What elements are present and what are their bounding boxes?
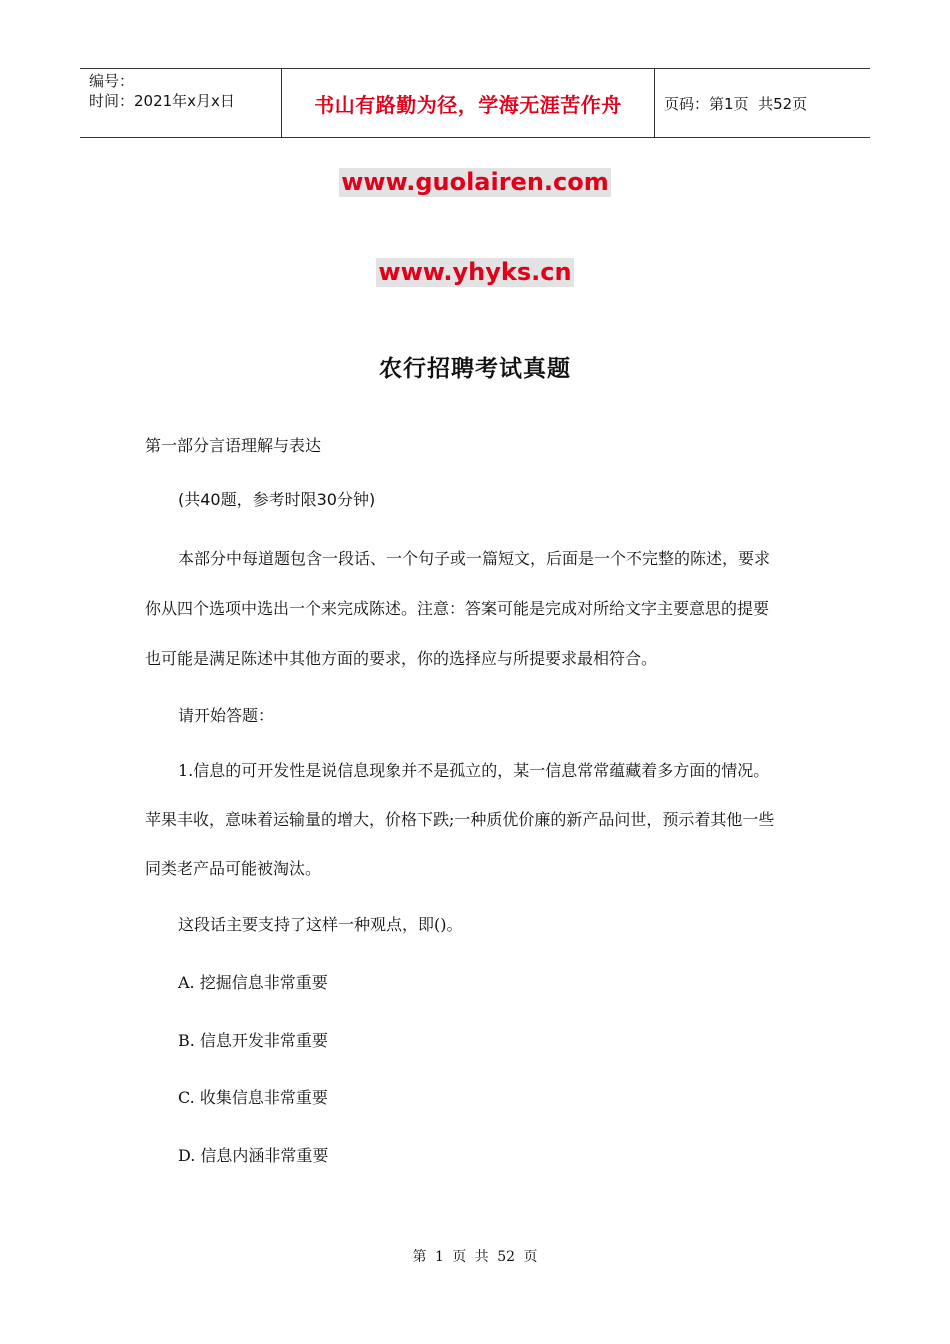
page-footer: 第 1 页 共 52 页	[412, 1249, 538, 1265]
question1-line-2: 苹果丰收，意味着运输量的增大，价格下跌;一种质优价廉的新产品问世，预示着其他一些	[145, 810, 775, 829]
website-link-2[interactable]: www.yhyks.cn	[378, 258, 572, 286]
page-info: 页码：第1页 共52页	[664, 94, 808, 113]
website-link-2-row	[0, 258, 950, 287]
motto-text: 书山有路勤为径，学海无涯苦作舟	[314, 92, 622, 117]
document-header	[80, 68, 870, 138]
intro-line-1: 本部分中每道题包含一段话、一个句子或一篇短文，后面是一个不完整的陈述，要求	[178, 549, 771, 568]
section-heading: 第一部分言语理解与表达	[145, 436, 322, 455]
header-meta-cell	[80, 69, 281, 137]
document-title: 农行招聘考试真题	[379, 355, 571, 382]
option-d: D. 信息内涵非常重要	[178, 1146, 329, 1165]
website-link-1-row	[0, 168, 950, 197]
date-line: 时间：2021年x月x日	[89, 92, 235, 110]
question1-line-3: 同类老产品可能被淘汰。	[145, 859, 322, 878]
question1-stem: 这段话主要支持了这样一种观点，即()。	[178, 915, 463, 934]
section-meta: (共40题，参考时限30分钟)	[178, 490, 376, 509]
question1-line-1: 1.信息的可开发性是说信息现象并不是孤立的，某一信息常常蕴藏着多方面的情况。	[178, 761, 770, 780]
start-prompt: 请开始答题：	[178, 706, 275, 725]
serial-label: 编号：	[89, 72, 135, 90]
intro-line-2: 你从四个选项中选出一个来完成陈述。注意：答案可能是完成对所给文字主要意思的提要	[145, 599, 770, 618]
header-motto-cell	[281, 69, 655, 137]
option-b: B. 信息开发非常重要	[178, 1031, 328, 1050]
option-a: A. 挖掘信息非常重要	[178, 973, 328, 992]
intro-line-3: 也可能是满足陈述中其他方面的要求，你的选择应与所提要求最相符合。	[145, 649, 658, 668]
option-c: C. 收集信息非常重要	[178, 1088, 328, 1107]
header-page-cell	[655, 69, 870, 137]
website-link-1[interactable]: www.guolairen.com	[341, 168, 609, 196]
